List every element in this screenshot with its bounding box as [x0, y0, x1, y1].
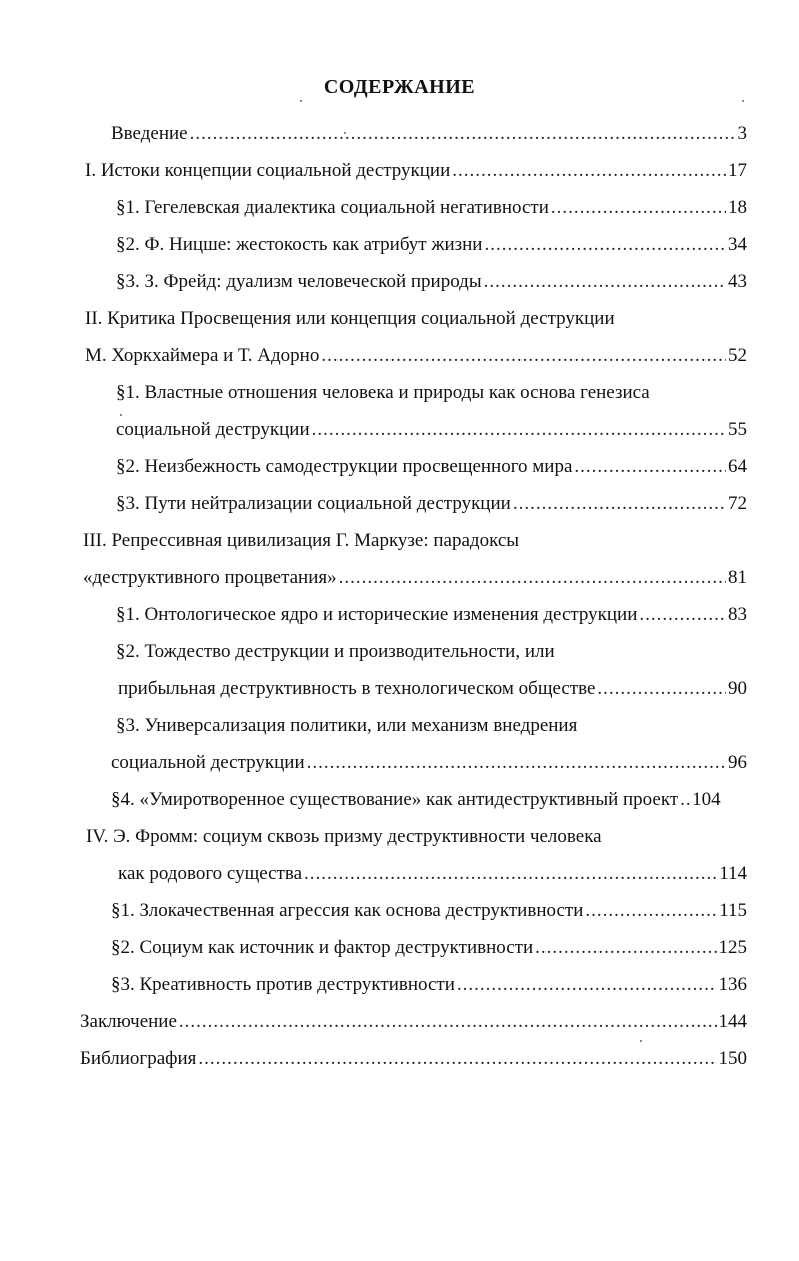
dot-leader: [484, 234, 726, 256]
toc-entry: [111, 789, 747, 813]
toc-entry: [116, 271, 747, 295]
dot-leader: [307, 752, 726, 774]
toc-entry-page: 83: [728, 604, 747, 625]
toc-entry-title: §3. З. Фрейд: дуализм человеческой природы: [116, 271, 482, 292]
toc-entry-title: II. Критика Просвещения или концепция социальной деструкции: [85, 308, 615, 329]
toc-entry-page: 17: [728, 160, 747, 181]
dot-leader: [574, 456, 726, 478]
toc-entry: [80, 1011, 747, 1035]
toc-entry-page: 125: [718, 937, 747, 958]
toc-entry-title: §2. Ф. Ницше: жестокость как атрибут жизни: [116, 234, 483, 255]
toc-entry-title: Заключение: [80, 1011, 177, 1032]
toc-entry-page: 115: [719, 900, 747, 921]
toc-entry-page: 72: [728, 493, 747, 514]
scan-speck: [120, 414, 122, 416]
toc-entry-page: 81: [728, 567, 747, 588]
dot-leader: [535, 937, 716, 959]
toc-entry-page: 18: [728, 197, 747, 218]
toc-entry-page: 64: [728, 456, 747, 477]
toc-entry: [116, 456, 747, 480]
scan-speck: [742, 100, 744, 102]
toc-entry-title: §1. Властные отношения человека и природы как основа генезиса: [116, 382, 650, 403]
dot-leader: [339, 567, 726, 589]
dot-leader: [321, 345, 726, 367]
scan-speck: [640, 1040, 642, 1042]
toc-entry-title: §1. Гегелевская диалектика социальной негативности: [116, 197, 549, 218]
toc-entry-page: 114: [719, 863, 747, 884]
dot-leader: [639, 604, 726, 626]
toc-entry-title: Введение: [111, 123, 188, 144]
page-title: СОДЕРЖАНИЕ: [323, 76, 476, 98]
dot-leader: [457, 974, 717, 996]
dot-leader: [585, 900, 717, 922]
toc-entry: [118, 678, 747, 702]
toc-entry-page: 52: [728, 345, 747, 366]
dot-leader: [680, 789, 690, 811]
toc-entry-page: 90: [728, 678, 747, 699]
toc-entry: [111, 937, 747, 961]
toc-entry: [116, 197, 747, 221]
toc-entry-page: 136: [718, 974, 747, 995]
toc-entry: [111, 123, 747, 147]
toc-entry-page: 43: [728, 271, 747, 292]
toc-entry-title: I. Истоки концепции социальной деструкции: [85, 160, 451, 181]
scan-speck: [300, 100, 302, 102]
toc-entry-title: §2. Социум как источник и фактор деструктивности: [111, 937, 534, 958]
toc-entry-title: §2. Тождество деструкции и производительности, или: [116, 641, 555, 662]
toc-entry-title: §2. Неизбежность самодеструкции просвещенного мира: [116, 456, 573, 477]
toc-entry-title: §3. Универсализация политики, или механизм внедрения: [116, 715, 578, 736]
toc-entry-title: прибыльная деструктивность в технологическом обществе: [118, 678, 596, 699]
toc-entry-title: §1. Онтологическое ядро и исторические изменения деструкции: [116, 604, 638, 625]
toc-entry-title: М. Хоркхаймера и Т. Адорно: [85, 345, 320, 366]
toc-entry-title: социальной деструкции: [111, 752, 305, 773]
toc-entry: [85, 160, 747, 184]
toc-entry: [111, 752, 747, 776]
toc-entry: [111, 974, 747, 998]
toc-entry-title: §3. Пути нейтрализации социальной деструкции: [116, 493, 511, 514]
scan-speck: [344, 132, 346, 134]
toc-entry: [116, 604, 747, 628]
toc-entry-page: 144: [718, 1011, 747, 1032]
dot-leader: [179, 1011, 717, 1033]
toc-entry: [116, 234, 747, 258]
toc-entry-title: Библиография: [80, 1048, 197, 1069]
toc-entry-page: 55: [728, 419, 747, 440]
toc-entry: [118, 863, 747, 887]
toc-entry-title: IV. Э. Фромм: социум сквозь призму деструктивности человека: [86, 826, 602, 847]
dot-leader: [597, 678, 726, 700]
toc-entry-title: §4. «Умиротворенное существование» как антидеструктивный проект: [111, 789, 679, 810]
dot-leader: [190, 123, 736, 145]
toc-entry-title: §3. Креативность против деструктивности: [111, 974, 455, 995]
toc-entry-page: 34: [728, 234, 747, 255]
toc-entry-page: 104: [692, 789, 721, 810]
dot-leader: [551, 197, 726, 219]
toc-entry-title: социальной деструкции: [116, 419, 310, 440]
toc-entry-title: §1. Злокачественная агрессия как основа деструктивности: [111, 900, 584, 921]
toc-entry: [111, 900, 747, 924]
toc-entry: [116, 493, 747, 517]
toc-entry: [85, 345, 747, 369]
dot-leader: [304, 863, 717, 885]
toc-entry: [116, 419, 747, 443]
toc-entry-page: 150: [718, 1048, 747, 1069]
toc-entry: [80, 1048, 747, 1072]
dot-leader: [312, 419, 726, 441]
toc-entry-page: 96: [728, 752, 747, 773]
toc-entry-page: 3: [737, 123, 747, 144]
toc-entry-title: III. Репрессивная цивилизация Г. Маркузе: парадоксы: [83, 530, 520, 551]
toc-entry: [83, 567, 747, 591]
dot-leader: [452, 160, 726, 182]
dot-leader: [513, 493, 726, 515]
dot-leader: [198, 1048, 716, 1070]
toc-entry-title: «деструктивного процветания»: [83, 567, 337, 588]
toc-entry-title: как родового существа: [118, 863, 302, 884]
dot-leader: [484, 271, 726, 293]
